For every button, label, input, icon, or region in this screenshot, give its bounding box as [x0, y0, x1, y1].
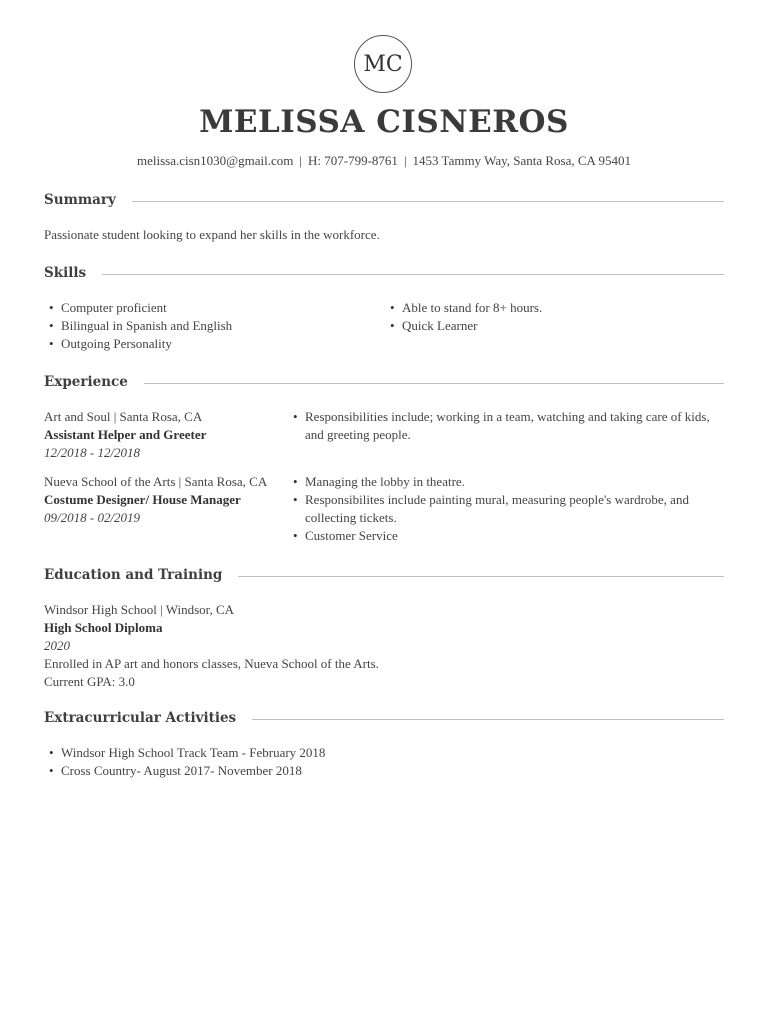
contact-email: melissa.cisn1030@gmail.com	[137, 153, 294, 168]
job-bullet: • Managing the lobby in theatre.	[288, 473, 728, 491]
activities-title: Extracurricular Activities	[44, 710, 237, 726]
skill-item: • Bilingual in Spanish and English	[44, 317, 374, 335]
skills-list-left	[44, 299, 374, 353]
education-degree: High School Diploma	[44, 620, 163, 635]
job-meta	[44, 408, 294, 462]
education-heading	[44, 565, 724, 585]
contact-line	[0, 153, 768, 169]
education-school: Windsor High School | Windsor, CA	[44, 602, 235, 617]
skill-item: • Computer proficient	[44, 299, 374, 317]
contact-separator: |	[299, 153, 303, 168]
job-dates: 12/2018 - 12/2018	[44, 445, 141, 460]
activity-item: • Cross Country- August 2017- November 2018	[44, 762, 724, 780]
job-employer: Nueva School of the Arts | Santa Rosa, CA	[44, 474, 268, 489]
skills-title: Skills	[44, 265, 87, 281]
activities-heading	[44, 708, 724, 728]
job-dates: 09/2018 - 02/2019	[44, 510, 141, 525]
education-year: 2020	[44, 638, 70, 653]
monogram-text: MC	[363, 51, 403, 77]
job-bullets	[288, 473, 728, 545]
job-role: Costume Designer/ House Manager	[44, 492, 241, 507]
experience-heading	[44, 372, 724, 392]
job-role: Assistant Helper and Greeter	[44, 427, 207, 442]
education-note: Enrolled in AP art and honors classes, Nueva School of the Arts.	[44, 656, 379, 671]
section-divider	[238, 576, 724, 577]
job-employer: Art and Soul | Santa Rosa, CA	[44, 409, 203, 424]
job-bullet: • Responsibilites include painting mural, measuring people's wardrobe, and collecting tickets.	[288, 491, 728, 527]
section-divider	[102, 274, 724, 275]
activity-item: • Windsor High School Track Team - February 2018	[44, 744, 724, 762]
job-bullets	[288, 408, 728, 444]
job-meta	[44, 473, 294, 527]
education-gpa: Current GPA: 3.0	[44, 674, 135, 689]
contact-separator: |	[403, 153, 407, 168]
skill-item: • Quick Learner	[385, 317, 715, 335]
experience-title: Experience	[44, 374, 128, 390]
contact-address: 1453 Tammy Way, Santa Rosa, CA 95401	[412, 153, 631, 168]
candidate-name: MELISSA CISNEROS	[199, 104, 569, 140]
skill-item: • Outgoing Personality	[44, 335, 374, 353]
summary-text: Passionate student looking to expand her skills in the workforce.	[44, 227, 380, 242]
education-title: Education and Training	[44, 567, 223, 583]
skill-item: • Able to stand for 8+ hours.	[385, 299, 715, 317]
skills-heading	[44, 263, 724, 283]
summary-heading	[44, 190, 724, 210]
contact-phone: H: 707-799-8761	[308, 153, 398, 168]
monogram-badge	[354, 35, 412, 93]
section-divider	[252, 719, 724, 720]
section-divider	[132, 201, 724, 202]
job-bullet: • Responsibilities include; working in a team, watching and taking care of kids, and greeting people.	[288, 408, 728, 444]
section-divider	[144, 383, 724, 384]
activities-list	[44, 744, 724, 780]
summary-title: Summary	[44, 192, 116, 208]
skills-list-right	[385, 299, 715, 335]
education-entry	[44, 601, 724, 691]
job-bullet: • Customer Service	[288, 527, 728, 545]
